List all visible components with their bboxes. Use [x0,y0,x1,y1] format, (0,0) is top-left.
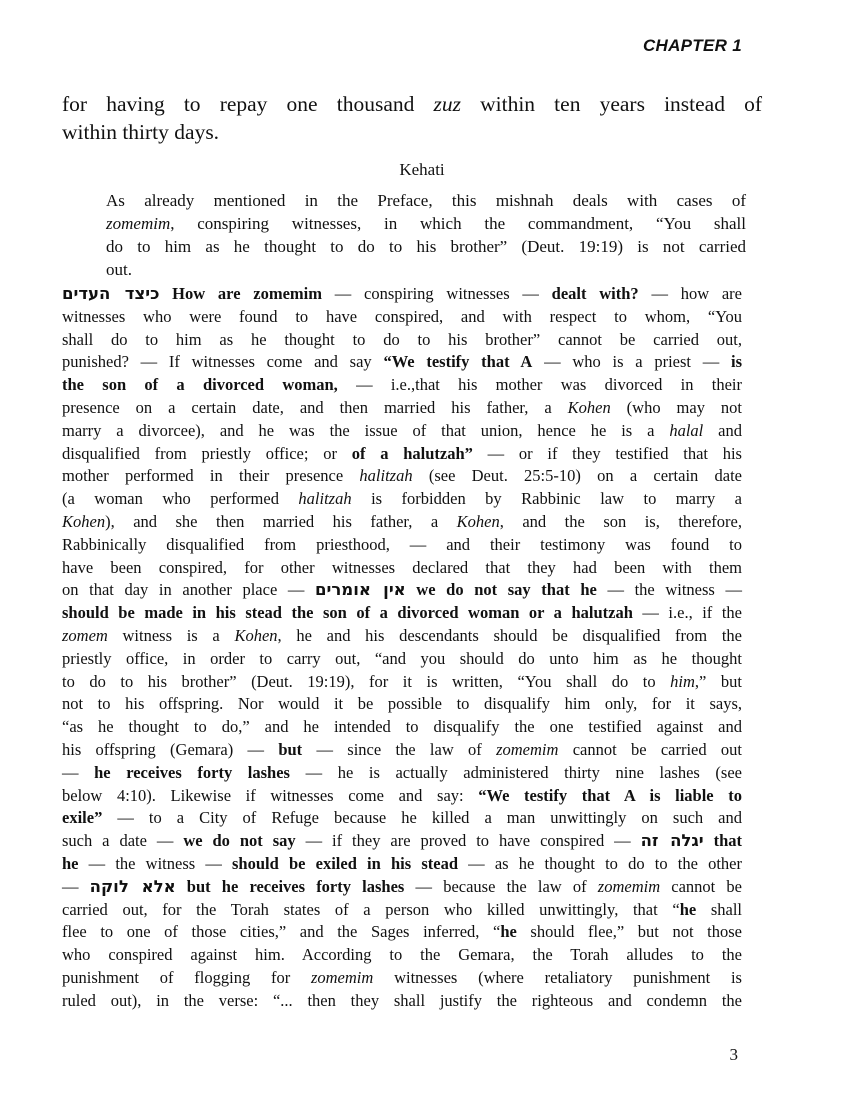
text-line: out. [106,260,132,279]
text-line: ruled out), in the verse: “... then they shall justify the righteous and condemn the [62,990,742,1010]
text-line: exile” — to a City of Refuge because he killed a man unwittingly on such and [62,808,742,828]
preface-note [106,189,746,281]
text-line: — אלא לוקה but he receives forty lashes — because the law of zomemim cannot be [62,876,743,896]
hebrew-term: אין אומרים [315,580,406,600]
text-line: “as he thought to do,” and he intended to disqualify the one testified against and [62,717,742,737]
text-line: (a woman who performed halitzah is forbidden by Rabbinic law to marry a [62,489,742,509]
hebrew-term: אלא לוקה [89,876,176,896]
text-line: — he receives forty lashes — he is actually administered thirty nine lashes (see [62,762,742,782]
text-line: Rabbinically disqualified from priesthood, — and their testimony was found to [62,534,742,554]
intro-paragraph [62,90,762,146]
text-line: not to his offspring. Nor would it be possible to disqualify him only, for it says, [62,694,742,714]
text-line: כיצד העדים How are zomemim — conspiring witnesses — dealt with? — how are [62,284,743,303]
commentary-body [62,283,742,1013]
text-line: carried out, for the Torah states of a person who killed unwittingly, that “he shall [62,899,742,919]
text-line: shall do to him as he thought to do to his brother” cannot be carried out, [62,329,742,349]
text-line: the son of a divorced woman, — i.e.,that his mother was divorced in their [62,375,742,395]
text-line: priestly office, in order to carry out, “and you should do unto him as he thought [62,648,742,668]
text-line: such a date — we do not say — if they are proved to have conspired — יגלה זה that [62,831,742,851]
text-line: mother performed in their presence halitzah (see Deut. 25:5-10) on a certain date [62,466,742,486]
text-line: who conspired against him. According to the Gemara, the Torah alludes to the [62,945,742,965]
text-line: marry a divorcee), and he was the issue of that union, hence he is a halal and [62,420,742,440]
text-line: he — the witness — should be exiled in his stead — as he thought to do to the other [62,853,742,873]
text-line: zomem witness is a Kohen, he and his descendants should be disqualified from the [62,625,742,645]
text-line: have been conspired, for other witnesses declared that they had been with them [62,557,742,577]
text-line: Kohen), and she then married his father, a Kohen, and the son is, therefore, [62,511,742,531]
text-line: As already mentioned in the Preface, this mishnah deals with cases of [106,191,746,210]
text-line: witnesses who were found to have conspired, and with respect to whom, “You [62,306,742,326]
text-line: presence on a certain date, and then married his father, a Kohen (who may not [62,397,742,417]
text-line: punished? — If witnesses come and say “We testify that A — who is a priest — is [62,352,743,372]
section-title: Kehati [399,160,445,179]
text-line: within thirty days. [62,120,220,144]
text-line: zomemim, conspiring witnesses, in which the commandment, “You shall [106,214,746,233]
chapter-header: CHAPTER 1 [642,36,742,55]
text-line: his offspring (Gemara) — but — since the law of zomemim cannot be carried out [62,739,743,759]
text-line: on that day in another place — אין אומרים we do not say that he — the witness — [62,580,742,600]
text-line: for having to repay one thousand zuz within ten years instead of [62,92,763,116]
hebrew-term: כיצד העדים [62,284,160,303]
page-number: 3 [729,1045,738,1064]
text-line: should be made in his stead the son of a divorced woman or a halutzah — i.e., if the [62,603,742,623]
text-line: flee to one of those cities,” and the Sages inferred, “he should flee,” but not those [62,922,742,942]
text-line: to do to his brother” (Deut. 19:19), for it is written, “You shall do to him,” but [62,671,742,691]
hebrew-term: יגלה זה [640,831,704,851]
text-line: do to him as he thought to do to his brother” (Deut. 19:19) is not carried [106,237,746,256]
text-line: punishment of flogging for zomemim witnesses (where retaliatory punishment is [62,967,742,987]
text-line: below 4:10). Likewise if witnesses come and say: “We testify that A is liable to [62,785,742,805]
text-line: disqualified from priestly office; or of a halutzah” — or if they testified that his [62,443,742,463]
